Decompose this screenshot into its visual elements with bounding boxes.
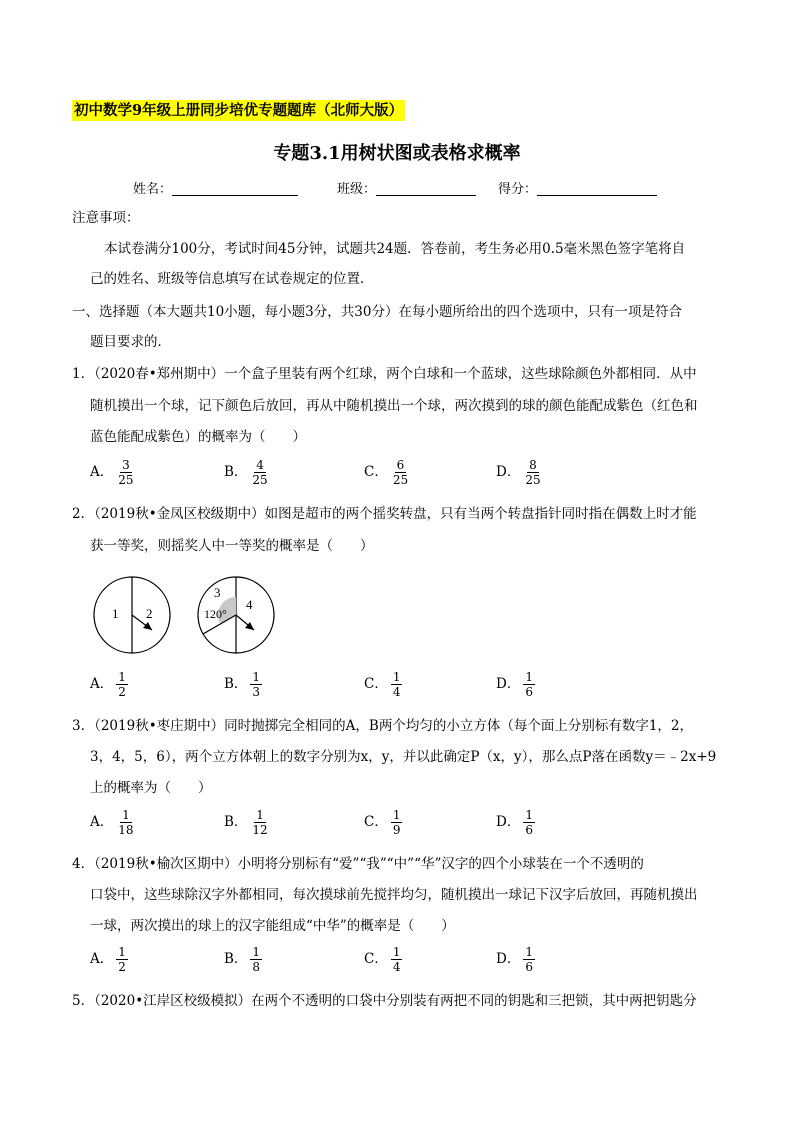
question-text: 获一等奖，则摇奖人中一等奖的概率是（ ） [90, 538, 374, 554]
numerator: 1 [256, 808, 264, 822]
arrow-head [143, 622, 152, 630]
fraction [116, 670, 128, 699]
notice-line: 本试卷满分100分，考试时间45分钟，试题共24题．答卷前，考生务必用0.5毫米黑色签字笔将自 [104, 241, 686, 257]
option-letter: D． [496, 814, 521, 830]
option-letter: B． [224, 464, 248, 480]
section-heading: 一、选择题（本大题共10小题，每小题3分，共30分）在每小题所给出的四个选项中，只有一项是符合 [72, 304, 682, 320]
name-label: 姓名： [133, 182, 173, 197]
option-letter: B． [224, 676, 248, 692]
fraction [523, 945, 535, 974]
numerator: 1 [252, 670, 261, 684]
denominator: 25 [525, 473, 541, 487]
fraction [250, 670, 262, 699]
angle-label: 120° [204, 607, 227, 621]
option-letter: B． [224, 951, 248, 967]
option-b[interactable] [224, 808, 270, 837]
denominator: 25 [252, 473, 268, 487]
series-label: 初中数学9年级上册同步培优专题题库（北师大版） [74, 102, 404, 119]
option-b[interactable] [224, 945, 262, 974]
wheel-label: 1 [112, 606, 119, 621]
option-letter: C． [364, 676, 388, 692]
denominator: 6 [525, 823, 533, 837]
fraction [391, 670, 403, 699]
score-field[interactable] [498, 178, 657, 197]
question-text: 3，4，5，6），两个立方体朝上的数字分别为x，y，并以此确定P（x，y），那么点P落在函数y＝﹣2x+9 [90, 749, 717, 765]
denominator: 18 [118, 823, 134, 837]
option-letter: B． [224, 814, 248, 830]
spinner-figure [88, 570, 288, 670]
page-title: 专题3.1用树状图或表格求概率 [273, 143, 521, 164]
fraction [523, 670, 535, 699]
name-blank[interactable] [172, 182, 298, 196]
score-label: 得分： [498, 182, 538, 197]
score-blank[interactable] [537, 182, 657, 196]
wheel-label: 2 [146, 606, 153, 621]
numerator: 1 [118, 670, 126, 684]
denominator: 2 [118, 960, 126, 974]
question-text: 1．（2020春•郑州期中）一个盒子里装有两个红球，两个白球和一个蓝球，这些球除颜色外都相同．从中 [72, 366, 697, 382]
class-field[interactable] [337, 178, 476, 197]
option-c[interactable] [364, 458, 410, 487]
option-d[interactable] [496, 458, 543, 487]
fraction [391, 808, 403, 837]
denominator: 6 [525, 960, 533, 974]
fraction [523, 808, 535, 837]
denominator: 4 [392, 960, 401, 974]
option-a[interactable] [90, 945, 128, 974]
denominator: 6 [525, 685, 533, 699]
class-label: 班级： [337, 182, 377, 197]
numerator: 1 [392, 945, 401, 959]
notice-line: 己的姓名、班级等信息填写在试卷规定的位置． [90, 271, 374, 287]
option-d[interactable] [496, 670, 535, 699]
numerator: 3 [122, 458, 130, 472]
denominator: 12 [252, 823, 268, 837]
option-letter: A． [90, 676, 114, 692]
wheel-label: 3 [214, 585, 221, 600]
option-letter: C． [364, 951, 388, 967]
option-letter: C． [364, 814, 388, 830]
numerator: 1 [252, 945, 261, 959]
section-heading: 题目要求的． [90, 334, 171, 350]
option-letter: C． [364, 464, 388, 480]
fraction [391, 458, 410, 487]
fraction [116, 945, 128, 974]
fraction [250, 458, 269, 487]
option-letter: D． [496, 464, 521, 480]
denominator: 8 [252, 960, 261, 974]
option-c[interactable] [364, 670, 402, 699]
question-text: 一球，两次摸出的球上的汉字能组成“中华”的概率是（ ） [90, 918, 455, 934]
option-b[interactable] [224, 670, 262, 699]
numerator: 1 [525, 670, 533, 684]
spinner-wheel-1 [94, 577, 170, 653]
denominator: 2 [118, 685, 126, 699]
fraction [391, 945, 403, 974]
option-letter: D． [496, 951, 521, 967]
question-text: 口袋中，这些球除汉字外都相同，每次摸球前先搅拌均匀，随机摸出一球记下汉字后放回，再随机摸出 [90, 887, 698, 903]
numerator: 1 [392, 808, 401, 822]
fraction [116, 808, 135, 837]
class-blank[interactable] [376, 182, 476, 196]
option-b[interactable] [224, 458, 270, 487]
fraction [250, 945, 262, 974]
denominator: 25 [392, 473, 409, 487]
spinner-wheel-2 [198, 577, 274, 653]
numerator: 1 [525, 945, 533, 959]
denominator: 25 [118, 473, 134, 487]
denominator: 9 [392, 823, 401, 837]
denominator: 3 [252, 685, 261, 699]
notice-heading: 注意事项： [72, 210, 140, 226]
numerator: 1 [392, 670, 401, 684]
option-a[interactable] [90, 808, 136, 837]
option-a[interactable] [90, 670, 128, 699]
option-d[interactable] [496, 945, 535, 974]
option-c[interactable] [364, 808, 402, 837]
name-field[interactable] [133, 178, 298, 197]
question-text: 4．（2019秋•榆次区期中）小明将分别标有“爱”“我”“中”“华”汉字的四个小球装在一个不透明的 [72, 856, 644, 872]
option-a[interactable] [90, 458, 136, 487]
numerator: 4 [256, 458, 264, 472]
option-letter: D． [496, 676, 521, 692]
denominator: 4 [392, 685, 401, 699]
fraction [523, 458, 542, 487]
question-text: 上的概率为（ ） [90, 780, 212, 796]
fraction [250, 808, 269, 837]
numerator: 1 [122, 808, 130, 822]
option-letter: A． [90, 464, 114, 480]
question-text: 2．（2019秋•金凤区校级期中）如图是超市的两个摇奖转盘，只有当两个转盘指针同时指在偶数上时才能 [72, 506, 697, 522]
numerator: 1 [525, 808, 533, 822]
question-text: 3．（2019秋•枣庄期中）同时抛掷完全相同的A，B两个均匀的小立方体（每个面上分别标有数字1，2， [72, 718, 694, 734]
option-letter: A． [90, 814, 114, 830]
option-d[interactable] [496, 808, 535, 837]
question-text: 随机摸出一个球，记下颜色后放回，再从中随机摸出一个球，两次摸到的球的颜色能配成紫色（红色和 [90, 398, 698, 414]
option-letter: A． [90, 951, 114, 967]
wheel-label: 4 [246, 597, 253, 612]
numerator: 6 [396, 458, 405, 472]
question-text: 5．（2020•江岸区校级模拟）在两个不透明的口袋中分别装有两把不同的钥匙和三把锁，其中两把钥匙分 [72, 993, 697, 1009]
numerator: 1 [118, 945, 126, 959]
numerator: 8 [529, 458, 537, 472]
fraction [116, 458, 135, 487]
option-c[interactable] [364, 945, 402, 974]
question-text: 蓝色能配成紫色）的概率为（ ） [90, 429, 306, 445]
